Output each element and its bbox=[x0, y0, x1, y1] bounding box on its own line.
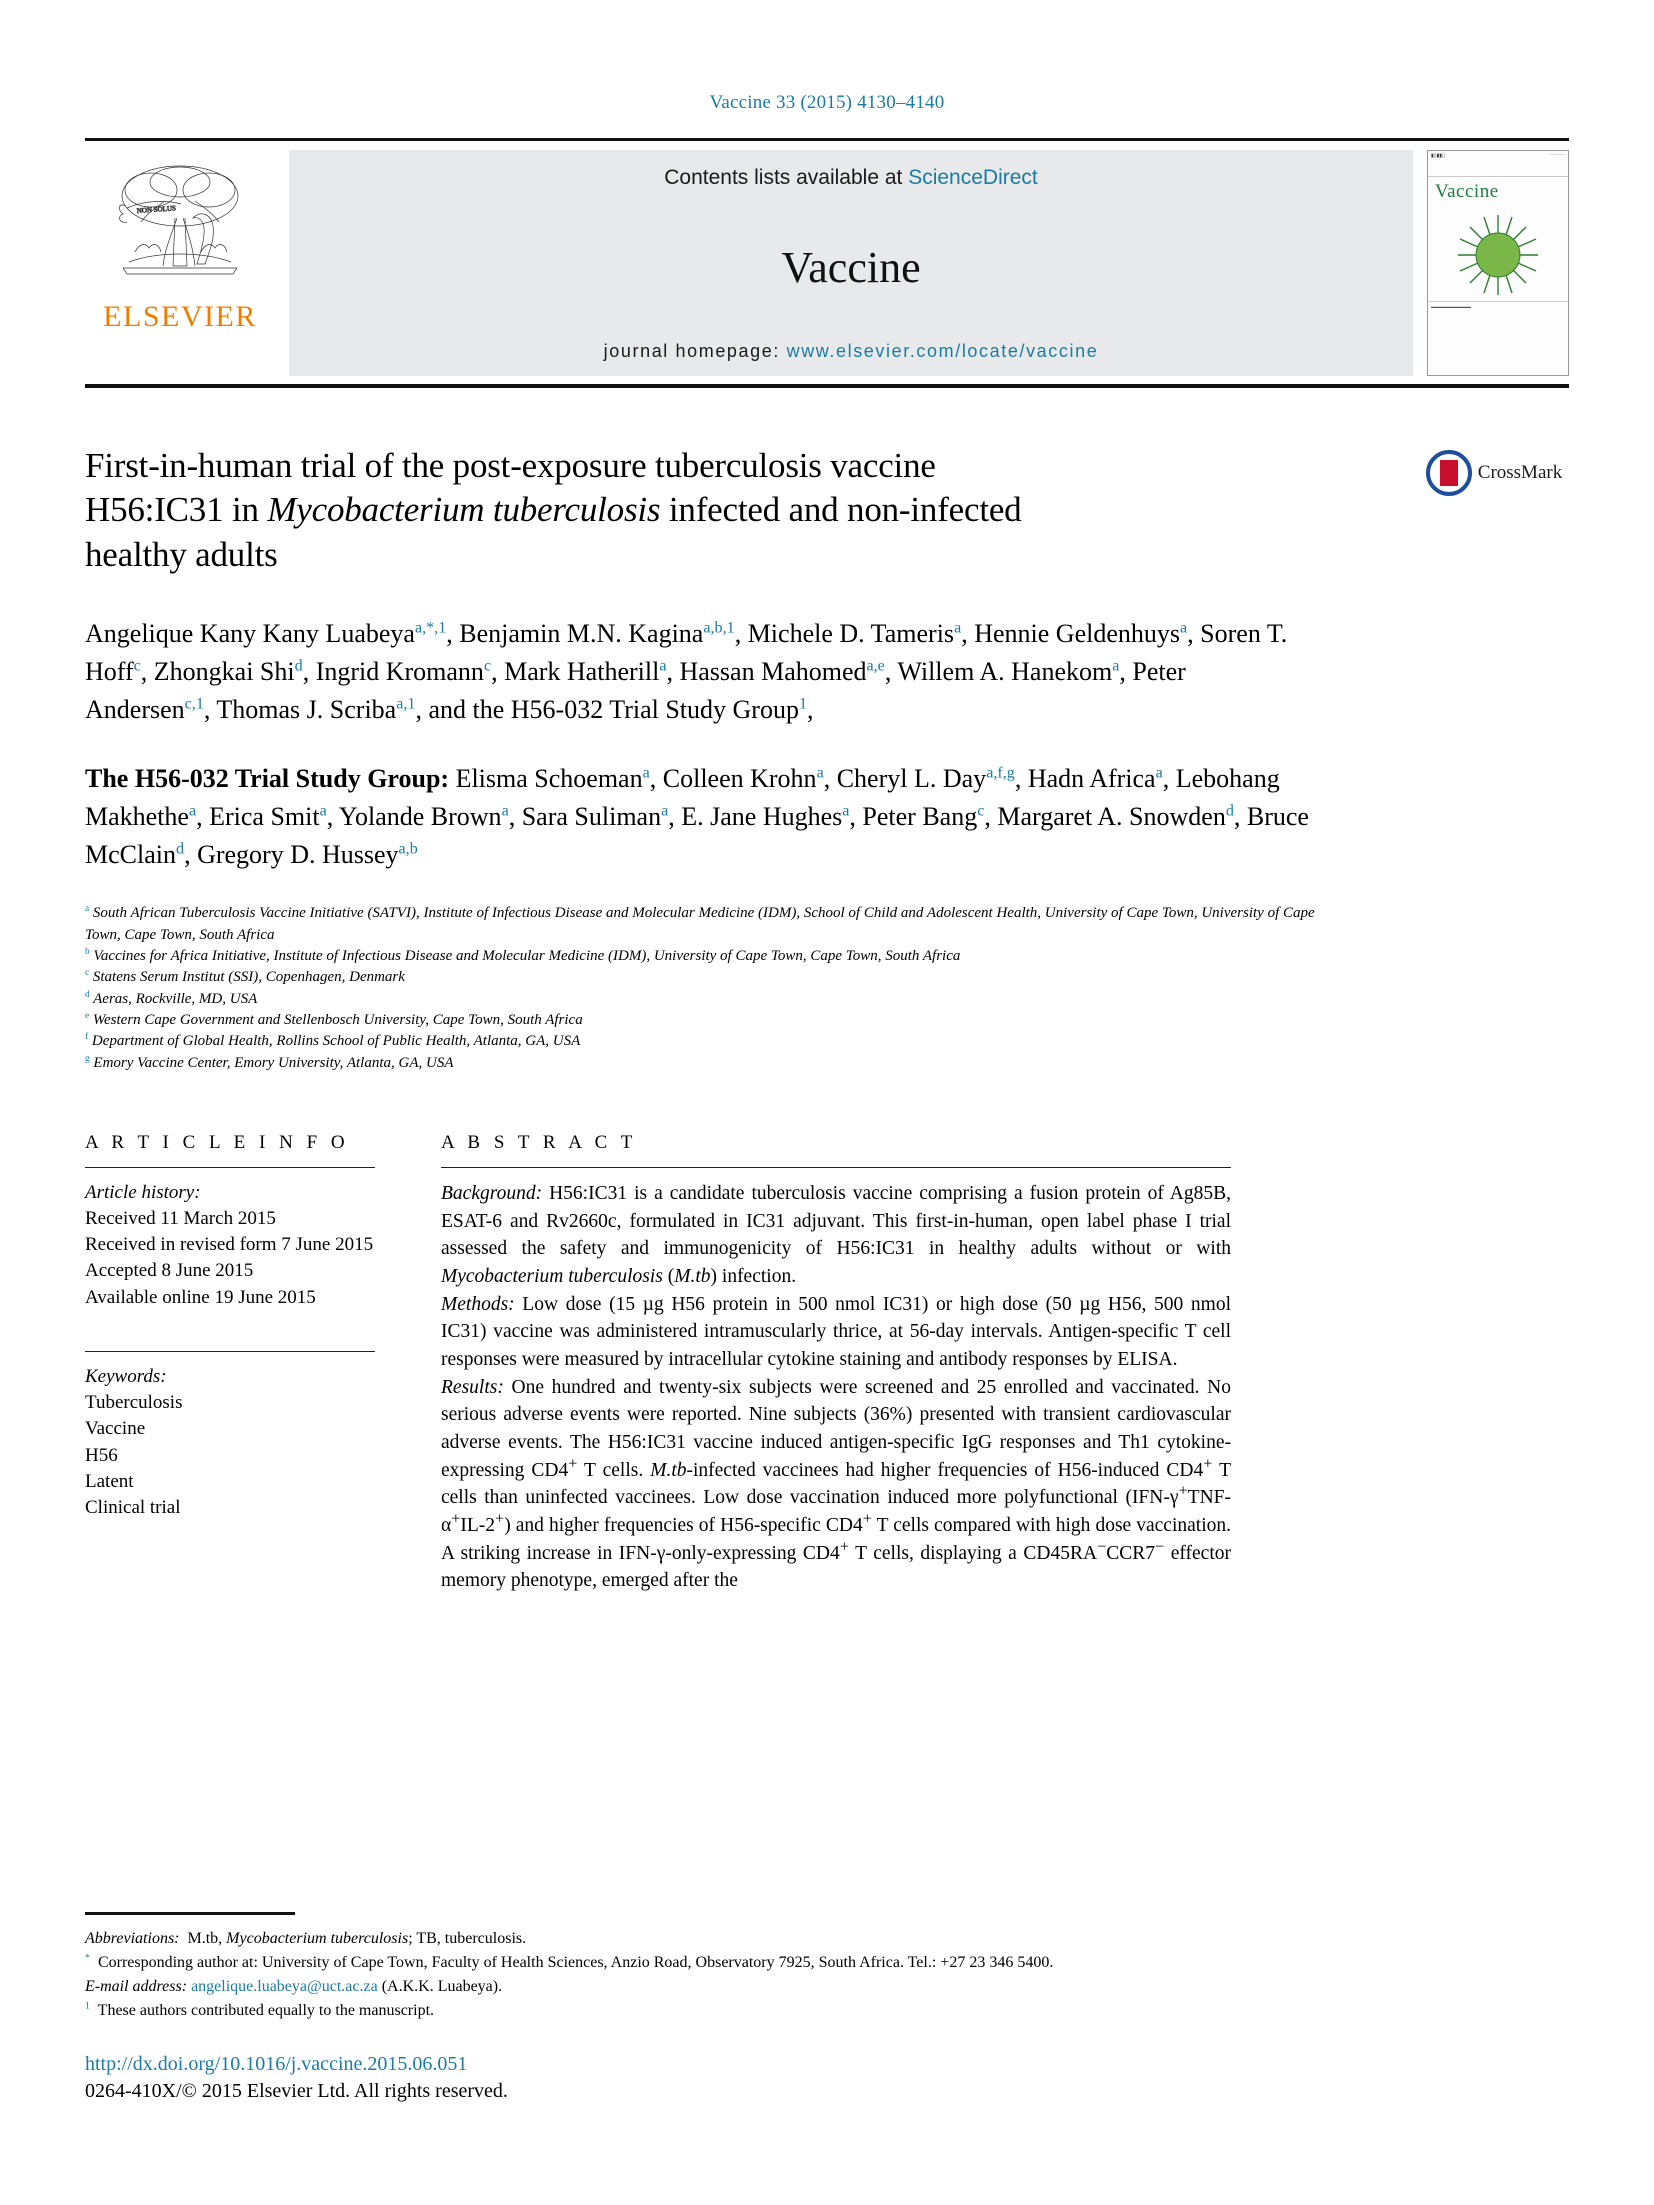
title-line-1: First-in-human trial of the post-exposure tuberculosis vaccine bbox=[85, 446, 936, 485]
affiliation-text: Vaccines for Africa Initiative, Institute of Infectious Disease and Molecular Medicine (IDM), University of Cape Town, Cape Town, South Africa bbox=[93, 948, 961, 965]
crossmark-icon[interactable] bbox=[1426, 450, 1472, 496]
title-line-2-pre: H56:IC31 in bbox=[85, 490, 268, 530]
footnote-rule bbox=[85, 1912, 295, 1915]
journal-masthead bbox=[85, 138, 1569, 388]
keyword-item: Latent bbox=[85, 1470, 134, 1492]
title-species-name: Mycobacterium tuberculosis bbox=[267, 490, 661, 530]
article-history-label: Article history: bbox=[85, 1181, 201, 1203]
affiliation-a bbox=[85, 903, 1345, 946]
info-abstract-block bbox=[85, 1132, 1569, 1595]
page-title bbox=[85, 444, 1393, 577]
email-label: E-mail address: bbox=[85, 1978, 188, 1995]
footnote-abbreviations: Abbreviations: M.tb, Mycobacterium tuberculosis; TB, tuberculosis. bbox=[85, 1930, 527, 1947]
keywords-label: Keywords: bbox=[85, 1365, 167, 1387]
homepage-prefix: journal homepage: bbox=[603, 341, 787, 361]
doi-link[interactable]: http://dx.doi.org/10.1016/j.vaccine.2015.06.051 bbox=[85, 2053, 468, 2075]
masthead-center bbox=[289, 150, 1413, 376]
email-suffix: (A.K.K. Luabeya). bbox=[377, 1978, 503, 1995]
affiliation-mark: b bbox=[85, 947, 90, 958]
keyword-item: H56 bbox=[85, 1444, 118, 1466]
affiliation-f bbox=[85, 1031, 1345, 1052]
journal-cover-thumbnail bbox=[1427, 150, 1569, 376]
article-info-heading: A R T I C L E I N F O bbox=[85, 1131, 350, 1153]
abstract-methods: Methods: Low dose (15 µg H56 protein in 500 nmol IC31) or high dose (50 µg H56, 500 nmol IC31) vaccine was administered intramuscularly thrice, at 56-day intervals. Antigen-specific T cell responses were measured by intracellular cytokine staining and antibody responses by ELISA. bbox=[441, 1293, 1231, 1370]
abstract-column bbox=[441, 1132, 1231, 1595]
contents-available-line bbox=[664, 166, 1038, 190]
cover-topbar bbox=[1428, 151, 1568, 177]
affiliation-mark: f bbox=[85, 1032, 89, 1043]
divider bbox=[85, 1351, 375, 1352]
journal-homepage-link[interactable]: www.elsevier.com/locate/vaccine bbox=[786, 341, 1099, 361]
history-online: Available online 19 June 2015 bbox=[85, 1286, 316, 1308]
keywords-block bbox=[85, 1351, 375, 1521]
affiliation-text: South African Tuberculosis Vaccine Initiative (SATVI), Institute of Infectious Disease and Molecular Medicine (IDM), School of Child and Adolescent Health, University of Cape Town, University of Cape Town, Cape Town, South Africa bbox=[85, 905, 1315, 943]
journal-title: Vaccine bbox=[781, 242, 921, 292]
affiliation-text: Aeras, Rockville, MD, USA bbox=[93, 990, 258, 1007]
affiliation-b bbox=[85, 946, 1345, 967]
sciencedirect-link[interactable]: ScienceDirect bbox=[908, 166, 1038, 189]
divider bbox=[441, 1167, 1231, 1168]
crossmark-block[interactable] bbox=[1419, 444, 1569, 577]
footnote-email bbox=[85, 1975, 1465, 1999]
author-list: Angelique Kany Kany Luabeya$^{a,*,1}$, Benjamin M.N. Kagina$^{a,b,1}$, Michele D. Tameris$^a$, Hennie Geldenhuys$^a$, Soren T. Hoff$^c$, Zhongkai Shi$^d$, Ingrid Kromann$^c$, Mark Hatherill$^a$, Hassan Mahomed$^{a,e}$, Willem A. Hanekom$^a$, Peter Andersen$^{c,1}$, Thomas J. Scriba$^{a,1}$, and the H56-032 Trial Study Group$^1$, bbox=[85, 619, 1288, 724]
article-info-column bbox=[85, 1132, 375, 1595]
affiliation-g bbox=[85, 1053, 1345, 1074]
footnote-corresponding-author: * Corresponding author at: University of Cape Town, Faculty of Health Sciences, Anzio Road, Observatory 7925, South Africa. Tel.: +27 23 346 5400. bbox=[85, 1952, 1054, 1971]
title-block bbox=[85, 444, 1569, 577]
affiliation-text: Statens Serum Institut (SSI), Copenhagen, Denmark bbox=[92, 969, 405, 986]
divider bbox=[85, 1167, 375, 1168]
elsevier-logo bbox=[85, 150, 275, 376]
contents-prefix: Contents lists available at bbox=[664, 166, 909, 189]
crossmark-label: CrossMark bbox=[1477, 462, 1563, 483]
abstract-text bbox=[441, 1180, 1231, 1595]
title-line-2-post: infected and non-infected bbox=[660, 490, 1022, 530]
affiliation-text: Emory Vaccine Center, Emory University, Atlanta, GA, USA bbox=[93, 1054, 454, 1071]
elsevier-wordmark: ELSEVIER bbox=[103, 300, 257, 333]
running-head: Vaccine 33 (2015) 4130–4140 bbox=[709, 92, 945, 113]
cover-journal-title: Vaccine bbox=[1435, 181, 1499, 202]
affiliation-text: Western Cape Government and Stellenbosch University, Cape Town, South Africa bbox=[92, 1011, 583, 1028]
keyword-item: Tuberculosis bbox=[85, 1392, 183, 1414]
abstract-results: Results: One hundred and twenty-six subjects were screened and 25 enrolled and vaccinated. No serious adverse events were reported. Nine subjects (36%) presented with transient cardiovascular adverse events. The H56:IC31 vaccine induced antigen-specific IgG responses and Th1 cytokine-expressing CD4+ T cells. M.tb-infected vaccinees had higher frequencies of H56-induced CD4+ T cells than uninfected vaccinees. Low dose vaccination induced more polyfunctional (IFN-γ+TNF-α+IL-2+) and higher frequencies of H56-specific CD4+ T cells compared with high dose vaccination. A striking increase in IFN-γ-only-expressing CD4+ T cells, displaying a CD45RA−CCR7− effector memory phenotype, emerged after the bbox=[441, 1376, 1231, 1592]
affiliation-mark: d bbox=[85, 989, 90, 1000]
affiliation-d bbox=[85, 989, 1345, 1010]
footnote-block bbox=[85, 1912, 1465, 2023]
abstract-heading: A B S T R A C T bbox=[441, 1131, 637, 1153]
cover-footer: ▬▬▬▬▬▬▬▬▬▬ bbox=[1428, 301, 1568, 375]
affiliation-mark: c bbox=[85, 968, 90, 979]
abstract-background: Background: H56:IC31 is a candidate tuberculosis vaccine comprising a fusion protein of Ag85B, ESAT-6 and Rv2660c, formulated in IC31 adjuvant. This first-in-human, open label phase I trial assessed the safety and immunogenicity of H56:IC31 in healthy adults without or with Mycobacterium tuberculosis (M.tb) infection. bbox=[441, 1182, 1231, 1287]
affiliation-list bbox=[85, 903, 1569, 1073]
history-accepted: Accepted 8 June 2015 bbox=[85, 1260, 254, 1282]
footnote-equal-contribution: $^1$ These authors contributed equally to the manuscript. bbox=[85, 2000, 435, 2019]
affiliation-c bbox=[85, 967, 1345, 988]
cover-issue-text: ········· bbox=[1550, 153, 1565, 158]
history-revised: Received in revised form 7 June 2015 bbox=[85, 1234, 374, 1256]
footer-block bbox=[85, 2051, 508, 2105]
email-link[interactable]: angelique.luabeya@uct.ac.za bbox=[191, 1978, 378, 1995]
journal-homepage-line bbox=[604, 341, 1099, 362]
keyword-item: Clinical trial bbox=[85, 1497, 181, 1518]
keyword-item: Vaccine bbox=[85, 1418, 146, 1440]
affiliation-mark: a bbox=[85, 904, 90, 915]
affiliation-text: Department of Global Health, Rollins School of Public Health, Atlanta, GA, USA bbox=[91, 1033, 581, 1050]
virus-illustration-icon bbox=[1434, 205, 1562, 301]
study-group-list: The H56-032 Trial Study Group: Elisma Schoeman$^a$, Colleen Krohn$^a$, Cheryl L. Day$^{a,f,g}$, Hadn Africa$^a$, Lebohang Makhethe$^a$, Erica Smit$^a$, Yolande Brown$^a$, Sara Suliman$^a$, E. Jane Hughes$^a$, Peter Bang$^c$, Margaret A. Snowden$^d$, Bruce McClain$^d$, Gregory D. Hussey$^{a,b}$ bbox=[85, 764, 1309, 869]
affiliation-mark: e bbox=[85, 1010, 90, 1021]
title-line-3: healthy adults bbox=[85, 534, 278, 574]
cover-barcode-icon: ▮▯▮▮▯ bbox=[1431, 154, 1445, 159]
svg-text:NON SOLUS: NON SOLUS bbox=[136, 204, 177, 215]
affiliation-e bbox=[85, 1010, 1345, 1031]
copyright-line: 0264-410X/© 2015 Elsevier Ltd. All rights reserved. bbox=[85, 2080, 508, 2102]
history-received: Received 11 March 2015 bbox=[85, 1208, 276, 1230]
affiliation-mark: g bbox=[85, 1053, 90, 1064]
elsevier-tree-icon bbox=[105, 156, 255, 296]
